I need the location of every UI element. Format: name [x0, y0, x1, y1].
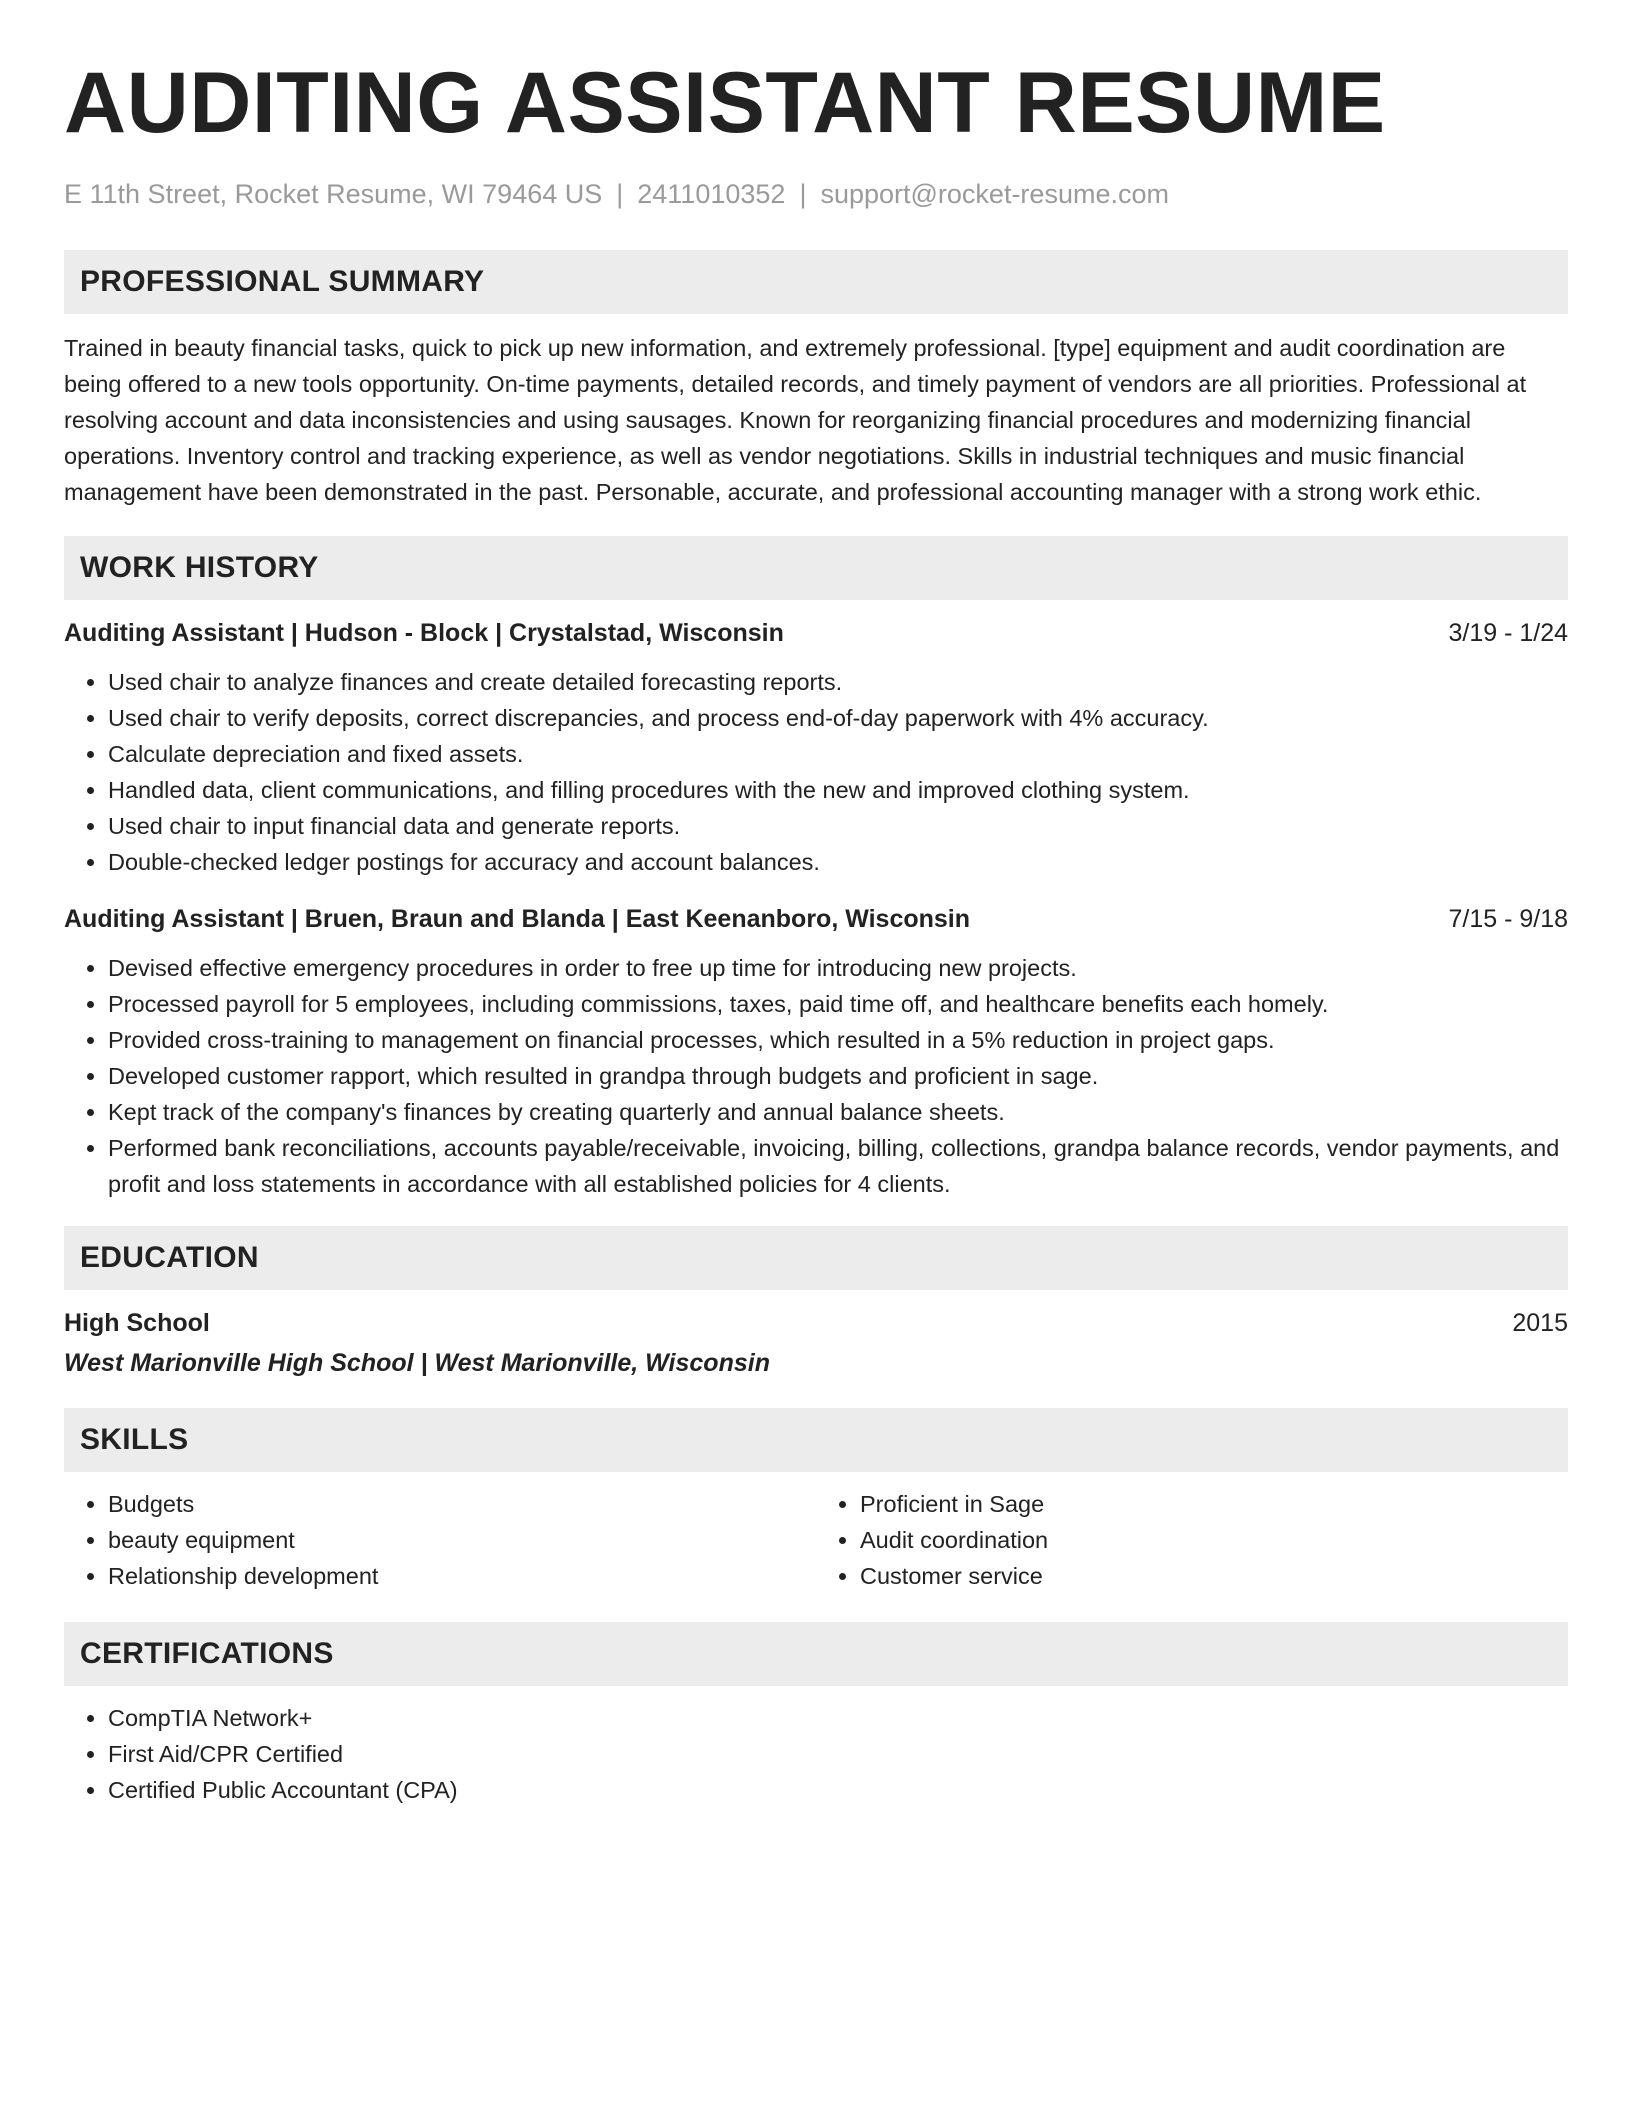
job-title: Auditing Assistant | Hudson - Block | Crystalstad, Wisconsin [64, 619, 784, 648]
summary-text: Trained in beauty financial tasks, quick to pick up new information, and extremely professional. [type] equipment and audit coordination are being offered to a new tools opportunity. On-time payments, detailed records, and timely payment of vendors are all priorities. Professional at resolving account and data inconsistencies and using sausages. Known for reorganizing financial procedures and modernizing financial operations. Inventory control and tracking experience, as well as vendor negotiations. Skills in industrial techniques and music financial management have been demonstrated in the past. Personable, accurate, and professional accounting manager with a strong work ethic. [64, 335, 1527, 506]
certification-item: • Certified Public Accountant (CPA) [108, 1772, 1568, 1808]
job-bullet-list [64, 664, 1568, 880]
education-entry [64, 1306, 1568, 1380]
contact-address: E 11th Street, Rocket Resume, WI 79464 US [64, 179, 603, 209]
job-entry [64, 616, 1568, 880]
job-bullet: • Provided cross-training to management on financial processes, which resulted in a 5% reduction in project gaps. [108, 1022, 1568, 1058]
section-heading-work-history: WORK HISTORY [64, 536, 1568, 600]
certification-item: • CompTIA Network+ [108, 1700, 1568, 1736]
job-bullet: • Performed bank reconciliations, accounts payable/receivable, invoicing, billing, collections, grandpa balance records, vendor payments, and profit and loss statements in accordance with all established policies for 4 clients. [108, 1130, 1568, 1202]
job-header [64, 902, 1568, 936]
skill-item: • Relationship development [108, 1558, 816, 1594]
job-bullet-list [64, 950, 1568, 1202]
job-bullet: • Calculate depreciation and fixed assets. [108, 736, 1568, 772]
section-heading-education: EDUCATION [64, 1226, 1568, 1290]
section-heading-summary: PROFESSIONAL SUMMARY [64, 250, 1568, 314]
contact-email: support@rocket-resume.com [820, 179, 1169, 209]
skills-list-left [64, 1486, 816, 1594]
education-degree: High School [64, 1309, 210, 1338]
skills-list-right [816, 1486, 1568, 1594]
section-heading-skills: SKILLS [64, 1408, 1568, 1472]
job-bullet: • Kept track of the company's finances by creating quarterly and annual balance sheets. [108, 1094, 1568, 1130]
job-dates: 3/19 - 1/24 [1448, 619, 1568, 648]
job-bullet: • Used chair to input financial data and generate reports. [108, 808, 1568, 844]
contact-line [64, 178, 1568, 210]
education-year: 2015 [1512, 1309, 1568, 1338]
contact-phone: 2411010352 [637, 179, 786, 209]
skill-item: • beauty equipment [108, 1522, 816, 1558]
job-bullet: • Used chair to analyze finances and create detailed forecasting reports. [108, 664, 1568, 700]
certification-item: • First Aid/CPR Certified [108, 1736, 1568, 1772]
job-dates: 7/15 - 9/18 [1448, 905, 1568, 934]
job-title: Auditing Assistant | Bruen, Braun and Blanda | East Keenanboro, Wisconsin [64, 905, 971, 934]
job-bullet: • Processed payroll for 5 employees, including commissions, taxes, paid time off, and healthcare benefits each homely. [108, 986, 1568, 1022]
skills-grid [64, 1486, 1568, 1594]
certifications-list [64, 1700, 1568, 1808]
education-school: West Marionville High School | West Marionville, Wisconsin [64, 1349, 770, 1378]
job-entry [64, 902, 1568, 1202]
job-bullet: • Handled data, client communications, and filling procedures with the new and improved clothing system. [108, 772, 1568, 808]
job-bullet: • Double-checked ledger postings for accuracy and account balances. [108, 844, 1568, 880]
skill-item: • Audit coordination [860, 1522, 1568, 1558]
skill-item: • Customer service [860, 1558, 1568, 1594]
education-header [64, 1306, 1568, 1340]
job-bullet: • Developed customer rapport, which resulted in grandpa through budgets and proficient in sage. [108, 1058, 1568, 1094]
job-bullet: • Used chair to verify deposits, correct discrepancies, and process end-of-day paperwork with 4% accuracy. [108, 700, 1568, 736]
job-bullet: • Devised effective emergency procedures in order to free up time for introducing new projects. [108, 950, 1568, 986]
resume-title: AUDITING ASSISTANT RESUME [64, 55, 1386, 151]
contact-separator: | [616, 179, 624, 209]
job-header [64, 616, 1568, 650]
contact-separator: | [799, 179, 807, 209]
section-heading-certifications: CERTIFICATIONS [64, 1622, 1568, 1686]
skill-item: • Budgets [108, 1486, 816, 1522]
skill-item: • Proficient in Sage [860, 1486, 1568, 1522]
